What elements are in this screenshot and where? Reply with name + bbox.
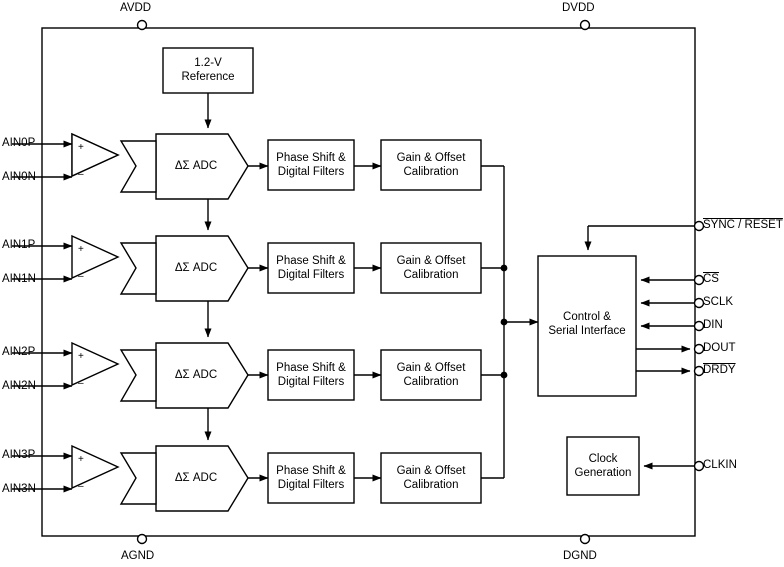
clock-block-label-line1: Clock bbox=[588, 453, 618, 465]
pga-minus-sign-channel-3: – bbox=[78, 481, 84, 492]
pga-plus-sign-channel-2: + bbox=[78, 351, 84, 362]
pin-label-dgnd: DGND bbox=[563, 550, 597, 562]
filter-label-channel-2-line1: Phase Shift & bbox=[276, 362, 346, 374]
pin-label-ain2n: AIN2N bbox=[2, 380, 36, 392]
calibration-label-channel-3-line2: Calibration bbox=[403, 479, 459, 491]
pin-label-ain1n: AIN1N bbox=[2, 273, 36, 285]
pga-plus-sign-channel-0: + bbox=[78, 142, 84, 153]
adc-label-channel-3: ΔΣ ADC bbox=[174, 472, 218, 484]
calibration-output-bus bbox=[481, 166, 538, 478]
pga-minus-sign-channel-1: – bbox=[78, 271, 84, 282]
calibration-label-channel-1-line2: Calibration bbox=[403, 269, 459, 281]
calibration-label-channel-2-line1: Gain & Offset bbox=[396, 362, 466, 374]
pin-label-ain3p: AIN3P bbox=[2, 449, 36, 461]
control-block-label-line2: Serial Interface bbox=[548, 325, 626, 337]
adc-label-channel-2: ΔΣ ADC bbox=[174, 369, 218, 381]
reference-label-line1: 1.2-V bbox=[194, 57, 222, 69]
filter-label-channel-3-line1: Phase Shift & bbox=[276, 465, 346, 477]
pin-label-dvdd: DVDD bbox=[562, 2, 595, 14]
pin-label-ain3n: AIN3N bbox=[2, 483, 36, 495]
pga-minus-sign-channel-0: – bbox=[78, 169, 84, 180]
pin-label-sync-reset-text: SYNC / RESET bbox=[703, 219, 783, 231]
adc-label-channel-1: ΔΣ ADC bbox=[174, 262, 218, 274]
pin-label-ain0n: AIN0N bbox=[2, 171, 36, 183]
calibration-label-channel-2-line2: Calibration bbox=[403, 376, 459, 388]
filter-label-channel-3-line2: Digital Filters bbox=[277, 479, 345, 491]
filter-label-channel-0-line1: Phase Shift & bbox=[276, 152, 346, 164]
clock-block-label-line2: Generation bbox=[574, 467, 632, 479]
reference-label-line2: Reference bbox=[181, 71, 235, 83]
filter-label-channel-1-line1: Phase Shift & bbox=[276, 255, 346, 267]
calibration-label-channel-0-line2: Calibration bbox=[403, 166, 459, 178]
calibration-label-channel-3-line1: Gain & Offset bbox=[396, 465, 466, 477]
pin-label-cs bbox=[703, 273, 719, 286]
pin-label-agnd: AGND bbox=[121, 550, 155, 562]
pin-label-sclk: SCLK bbox=[703, 296, 734, 308]
control-block-label-line1: Control & bbox=[563, 311, 611, 323]
pin-label-drdy-text: DRDY bbox=[703, 364, 736, 376]
pin-label-cs-text: $\overline{CS}$ bbox=[703, 273, 719, 285]
pga-plus-sign-channel-3: + bbox=[78, 454, 84, 465]
filter-label-channel-1-line2: Digital Filters bbox=[277, 269, 345, 281]
pin-label-sync-reset bbox=[703, 219, 783, 232]
pin-label-clkin: CLKIN bbox=[703, 459, 737, 471]
pga-plus-sign-channel-1: + bbox=[78, 244, 84, 255]
pin-label-dout: DOUT bbox=[703, 342, 736, 354]
pin-label-ain1p: AIN1P bbox=[2, 239, 36, 251]
pin-label-drdy bbox=[703, 364, 736, 377]
pga-minus-sign-channel-2: – bbox=[78, 378, 84, 389]
pin-label-ain0p: AIN0P bbox=[2, 137, 36, 149]
adc-label-channel-0: ΔΣ ADC bbox=[174, 160, 218, 172]
calibration-label-channel-0-line1: Gain & Offset bbox=[396, 152, 466, 164]
filter-label-channel-0-line2: Digital Filters bbox=[277, 166, 345, 178]
pin-label-avdd: AVDD bbox=[120, 2, 152, 14]
pin-label-ain2p: AIN2P bbox=[2, 346, 36, 358]
filter-label-channel-2-line2: Digital Filters bbox=[277, 376, 345, 388]
sync-reset-net bbox=[588, 226, 695, 250]
calibration-label-channel-1-line1: Gain & Offset bbox=[396, 255, 466, 267]
pin-label-din: DIN bbox=[703, 319, 723, 331]
